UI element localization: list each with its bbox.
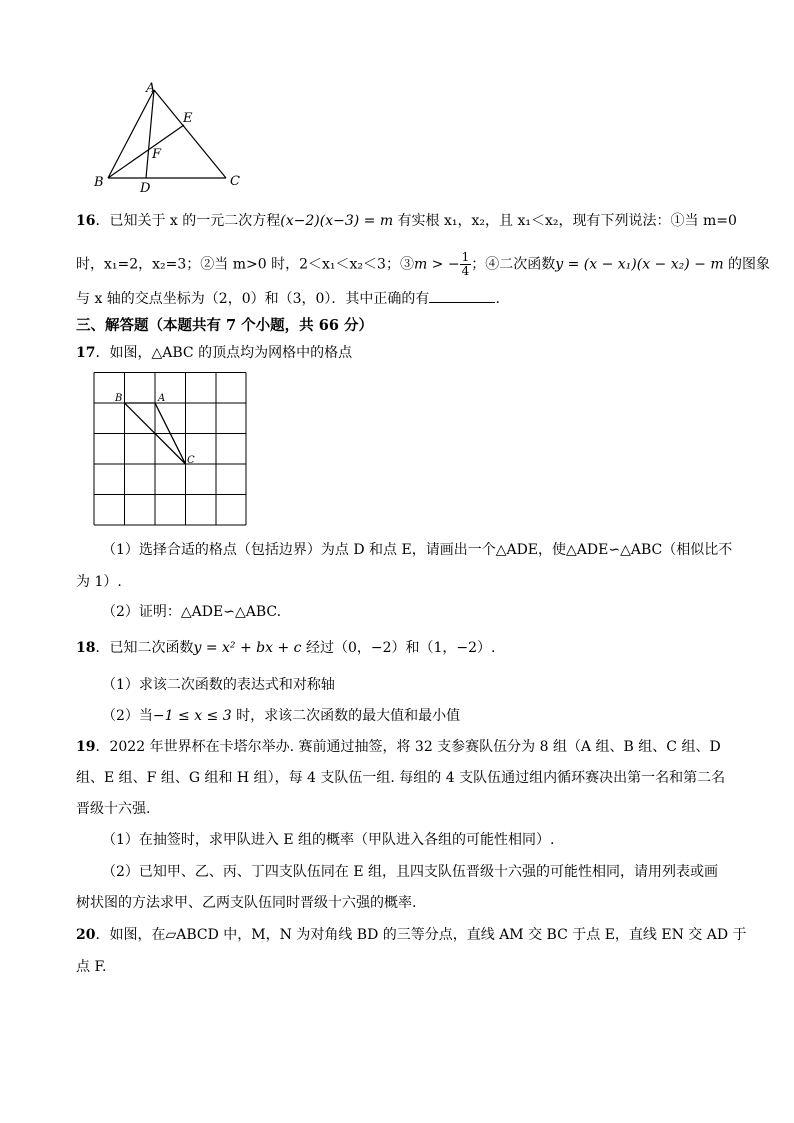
q18-line1 — [76, 638, 496, 658]
q16-text-4: 的图象 — [723, 256, 771, 273]
grid-label-c: C — [187, 455, 195, 466]
q16-claim3-expr: m > − — [413, 256, 460, 273]
q17-part1-cont: 为 1）. — [76, 574, 122, 590]
q16-text-3: 时，x₁=2，x₂=3； — [76, 256, 201, 273]
q16-claim4-equation: y = (x − x₁)(x − x₂) − m — [555, 256, 724, 273]
q18-number: 18 — [76, 640, 96, 656]
label-e: E — [183, 111, 193, 126]
grid-label-b: B — [115, 393, 123, 404]
q16-end: . — [495, 291, 500, 307]
q17-text: ．如图，△ABC 的顶点均为网格中的格点 — [95, 345, 353, 361]
label-d: D — [140, 181, 151, 196]
label-f: F — [152, 147, 162, 162]
q16-line3 — [76, 288, 500, 309]
q20-line2: 点 F. — [76, 959, 107, 975]
q19-line1 — [76, 737, 721, 757]
fraction-numerator: 1 — [461, 250, 470, 264]
q20-text-1: ．如图，在▱ABCD 中，M，N 为对角线 BD 的三等分点，直线 AM 交 BC 于点 E，直线 EN 交 AD 于 — [95, 927, 747, 943]
q16-line1 — [76, 211, 737, 231]
q19-part2: （2）已知甲、乙、丙、丁四支队伍同在 E 组，且四支队伍晋级十六强的可能性相同，请用列表或画 — [102, 864, 719, 880]
q18-text: ．已知二次函数 — [95, 640, 194, 656]
q19-part2-cont: 树状图的方法求甲、乙两支队伍同时晋级十六强的概率. — [76, 895, 417, 911]
triangle-figure — [85, 78, 265, 198]
q18-part1: （1）求该二次函数的表达式和对称轴 — [102, 677, 335, 693]
q16-fraction — [460, 251, 472, 278]
q19-number: 19 — [76, 739, 96, 755]
q19-text-1: ．2022 年世界杯在卡塔尔举办. 赛前通过抽签，将 32 支参赛队伍分为 8 组（A 组、B 组、C 组、D — [95, 739, 721, 755]
q20-line1 — [76, 925, 747, 945]
q16-text-5: 与 x 轴的交点坐标为（2，0）和（3，0）．其中正确的有 — [76, 291, 430, 307]
q16-claim3-mark: ③ — [399, 256, 414, 273]
q19-line3: 晋级十六强. — [76, 801, 151, 817]
q18-inequality: −1 ≤ x ≤ 3 — [152, 708, 232, 724]
fraction-denominator: 4 — [461, 264, 470, 278]
q17-part2: （2）证明：△ADE∽△ABC. — [102, 604, 282, 620]
answer-blank[interactable] — [429, 288, 495, 303]
grid-label-a: A — [158, 393, 166, 404]
side-ac — [154, 90, 226, 178]
segment-be — [108, 125, 184, 178]
q17-part1: （1）选择合适的格点（包括边界）为点 D 和点 E，请画出一个△ADE，使△ADE∽△ABC（相似比不 — [102, 542, 733, 558]
q16-sep: ； — [471, 256, 486, 273]
q17-number: 17 — [76, 345, 96, 361]
label-b: B — [94, 175, 104, 190]
q16-text: ．已知关于 x 的一元二次方程 — [95, 213, 281, 229]
q16-claim4: ④二次函数 — [485, 256, 556, 273]
q17-line1 — [76, 343, 352, 363]
q19-line2: 组、E 组、F 组、G 组和 H 组），每 4 支队伍一组. 每组的 4 支队伍通过组内循环赛决出第一名和第二名 — [76, 770, 726, 786]
q18-part2-a: （2）当 — [102, 708, 153, 724]
label-c: C — [230, 174, 240, 189]
q19-part1: （1）在抽签时，求甲队进入 E 组的概率（甲队进入各组的可能性相同）. — [102, 832, 555, 848]
q18-equation: y = x² + bx + c — [193, 640, 302, 656]
label-a: A — [146, 81, 156, 96]
q16-number: 16 — [76, 213, 96, 229]
q18-text-2: 经过（0，−2）和（1，−2）. — [301, 640, 496, 656]
q16-claim1: ①当 m=0 — [670, 213, 737, 229]
q18-part2-b: 时，求该二次函数的最大值和最小值 — [231, 708, 461, 724]
q18-part2 — [102, 706, 460, 726]
q20-number: 20 — [76, 927, 96, 943]
q16-line2 — [76, 251, 770, 278]
q16-text-2: 有实根 x₁，x₂，且 x₁＜x₂，现有下列说法： — [393, 213, 671, 229]
section-title: 三、解答题（本题共有 7 个小题，共 66 分） — [76, 317, 373, 334]
q16-claim2: ②当 m>0 时，2＜x₁＜x₂＜3； — [200, 256, 400, 273]
grid-figure — [88, 368, 253, 533]
q16-equation: (x−2)(x−3) = m — [280, 213, 394, 229]
